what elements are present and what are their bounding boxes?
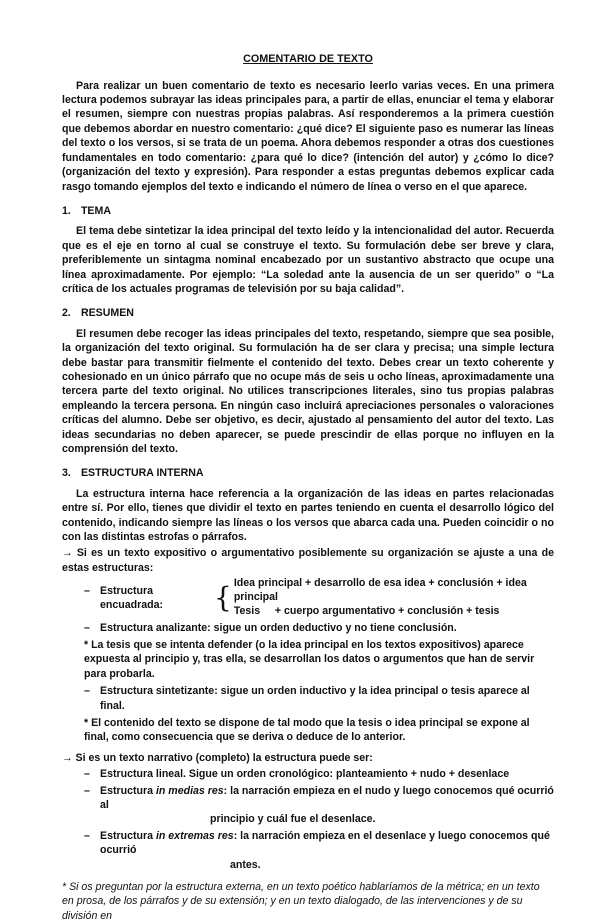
dash-bullet: – (84, 685, 90, 698)
section-resumen-heading (62, 306, 554, 320)
sintetizante-note: * El contenido del texto se dispone de tal modo que la tesis o idea principal se expone al final, como consecuencia que se deriva o deduce de lo anterior. (84, 717, 530, 744)
encuadrada-line-1: Idea principal + desarrollo de esa idea + conclusión + idea principal (233, 577, 527, 604)
dash-bullet: – (84, 768, 90, 781)
section-tema-body: El tema debe sintetizar la idea principal del texto leído y la intencionalidad del autor. Recuerda que es el eje en torno al cual se construye el texto. Su formulación debe ser breve y clara, preferiblemente un sintagma nominal encabezado por un sustantivo abstracto que ocupe una línea aproximadamente. Por ejemplo: “La soledad ante la ausencia de un ser querido” o “La crítica de los actuales programas de televisión por su baja calidad”. (62, 225, 554, 295)
section-tema-heading (62, 204, 554, 218)
section-resumen-body: El resumen debe recoger las ideas principales del texto, respetando, siempre que sea posible, la organización del texto original. Su formulación ha de ser clara y precisa; una simple lectura debe bastar para transmitir fielmente el contenido del texto. Debes crear un texto coherente y cohesionado en un único párrafo que no ocupe más de seis u ocho líneas, aproximadamente una tercera parte del texto original. No utilices transcripciones literales, sino tus propias palabras empleando la tercera persona. En ningún caso incluirá apreciaciones personales o valoraciones críticas del alumno. Debe ser objetivo, es decir, ajustado al pensamiento del autor del texto. Las ideas secundarias no deben aparecer, se puede prescindir de ellas porque no influyen en la comprensión del texto. (62, 327, 554, 456)
encuadrada-label: Estructura encuadrada: (100, 584, 163, 611)
expositive-intro: → Si es un texto expositivo o argumentativo posiblemente su organización se ajuste a una de estas estructuras: (62, 547, 554, 574)
section-title: TEMA (80, 204, 111, 217)
section-number: 1. (62, 204, 71, 217)
encuadrada-item (84, 577, 554, 618)
in-medias-res-item: – Estructura in medias res: la narración empieza en el nudo y luego conocemos qué ocurrió al principio y cuál fue el desenlace. (84, 784, 554, 826)
analizante-note: * La tesis que se intenta defender (o la idea principal en los textos expositivos) aparece expuesta al principio y, tras ella, se desarrollan los datos o argumentos que han de servir para probarla. (84, 638, 535, 680)
sintetizante-item: – Estructura sintetizante: sigue un orden inductivo y la idea principal o tesis aparece al final. (84, 685, 530, 712)
section-estructura-heading (62, 466, 554, 480)
brace-icon: { (213, 580, 232, 614)
dash-bullet: – (84, 784, 90, 797)
section-number: 3. (62, 467, 71, 480)
dash-bullet: – (84, 584, 90, 597)
document-title: COMENTARIO DE TEXTO (243, 53, 373, 65)
analizante-item: – Estructura analizante: sigue un orden deductivo y no tiene conclusión. (84, 621, 457, 634)
dash-bullet: – (84, 829, 90, 842)
in-extremas-res-item: – Estructura in extremas res: la narración empieza en el desenlace y luego conocemos qué ocurrió antes. (84, 829, 550, 871)
intro-paragraph: Para realizar un buen comentario de texto es necesario leerlo varias veces. En una primera lectura podemos subrayar las ideas principales para, a partir de ellas, enunciar el tema y elaborar el resumen, siempre con nuestras propias palabras. Así responderemos a la primera cuestión que debemos abordar en nuestro comentario: ¿qué dice? El siguiente paso es numerar las líneas del texto o los versos, si se trata de un poema. Ahora debemos responder a otras dos cuestiones fundamentales en todo comentario: ¿para qué lo dice? (intención del autor) y ¿cómo lo dice? (organización del texto y expresión). Para responder a estas preguntas debemos explicar cada rasgo tomando ejemplos del texto e indicando el número de línea o verso en el que aparece. (62, 79, 554, 193)
section-title: RESUMEN (80, 307, 134, 320)
footnote: * Si os preguntan por la estructura externa, en un texto poético hablaríamos de la métrica; en un texto en prosa, de los párrafos y de su extensión; y en un texto dialogado, de las intervenciones y de su división en (62, 881, 540, 922)
document-page (62, 52, 554, 923)
lineal-item: – Estructura lineal. Sigue un orden cronológico: planteamiento + nudo + desenlace (84, 768, 510, 781)
section-title: ESTRUCTURA INTERNA (80, 467, 204, 480)
section-number: 2. (62, 307, 71, 320)
section-estructura-body: La estructura interna hace referencia a la organización de las ideas en partes relacionadas entre sí. Por ello, tienes que dividir el texto en partes teniendo en cuenta el desarrollo lógico del contenido, indicando siempre las líneas o los versos que abarca cada una. Pueden coincidir o no con las distintas estrofas o párrafos. (62, 487, 554, 544)
dash-bullet: – (84, 621, 90, 634)
encuadrada-line-2: Tesis + cuerpo argumentativo + conclusión + tesis (233, 604, 500, 617)
narrative-intro: → Si es un texto narrativo (completo) la estructura puede ser: (62, 751, 373, 764)
